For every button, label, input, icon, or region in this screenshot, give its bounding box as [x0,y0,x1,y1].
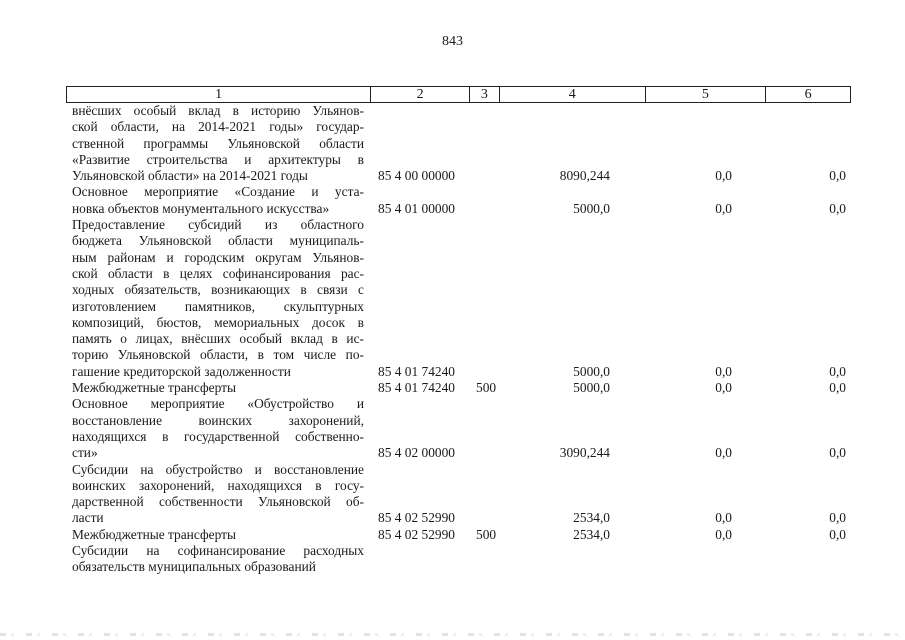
description-line: Основное мероприятие «Создание и уста- [72,184,364,200]
description-line: Субсидии на обустройство и восстановление [72,461,364,477]
row-description [72,184,364,217]
description-line: Субсидии на софинансирование расходных [72,543,364,559]
amount-col-4: 5000,0 [573,380,610,396]
amount-col-6: 0,0 [829,510,846,526]
row-description [72,380,364,396]
scan-artifact [0,633,905,636]
description-line: Предоставление субсидий из областного [72,217,364,233]
amount-col-4: 2534,0 [573,526,610,542]
table-header [66,86,851,103]
description-line: «Развитие строительства и архитектуры в [72,151,364,167]
header-col-5: 5 [646,87,767,102]
row-description [72,462,364,527]
description-line: внёсших особый вклад в историю Ульянов- [72,103,364,118]
amount-col-6: 0,0 [829,380,846,396]
amount-col-6: 0,0 [829,200,846,216]
table-row [0,380,905,396]
description-line: Ульяновской области» на 2014-2021 годы [72,168,308,184]
description-line: бюджета Ульяновской области муниципаль- [72,233,364,249]
row-description [72,103,364,184]
row-description [72,396,364,461]
amount-col-6: 0,0 [829,168,846,184]
description-line: Межбюджетные трансферты [72,380,236,396]
table-row [0,527,905,543]
description-line: находящихся в государственной собственно- [72,428,364,444]
row-description [72,543,364,576]
table-row [0,184,905,217]
description-line: ской области, на 2014-2021 годы» государ- [72,119,364,135]
row-description [72,217,364,380]
description-line: гашение кредиторской задолженности [72,363,291,379]
page-number: 843 [442,34,463,49]
amount-col-4: 5000,0 [573,363,610,379]
table-row [0,217,905,380]
header-col-2: 2 [371,87,470,102]
table-row [0,396,905,461]
description-line: обязательств муниципальных образований [72,559,316,575]
row-description [72,527,364,543]
budget-code: 85 4 01 00000 [378,200,455,216]
header-col-1: 1 [67,87,371,102]
description-line: торию Ульяновской области, в том числе по- [72,347,364,363]
amount-col-5: 0,0 [715,200,732,216]
budget-code: 85 4 01 74240 [378,380,455,396]
amount-col-5: 0,0 [715,380,732,396]
amount-col-6: 0,0 [829,363,846,379]
header-col-4: 4 [500,87,646,102]
description-line: ской области в целях софинансирования рас- [72,265,364,281]
description-line: воинских захоронений, находящихся в госу- [72,477,364,493]
amount-col-6: 0,0 [829,526,846,542]
description-line: изготовлением памятников, скульптурных [72,298,364,314]
expense-type: 500 [476,380,497,396]
amount-col-6: 0,0 [829,445,846,461]
amount-col-5: 0,0 [715,363,732,379]
description-line: ным районам и городским округам Ульянов- [72,249,364,265]
budget-code: 85 4 01 74240 [378,363,455,379]
description-line: дарственной собственности Ульяновской об- [72,494,364,510]
amount-col-5: 0,0 [715,168,732,184]
amount-col-4: 2534,0 [573,510,610,526]
description-line: сти» [72,445,98,461]
amount-col-4: 8090,244 [559,168,610,184]
budget-code: 85 4 02 52990 [378,510,455,526]
description-line: Основное мероприятие «Обустройство и [72,396,364,412]
amount-col-4: 5000,0 [573,200,610,216]
amount-col-4: 3090,244 [559,445,610,461]
amount-col-5: 0,0 [715,510,732,526]
budget-code: 85 4 02 52990 [378,526,455,542]
amount-col-5: 0,0 [715,445,732,461]
description-line: Межбюджетные трансферты [72,526,236,542]
header-col-3: 3 [470,87,500,102]
amount-col-5: 0,0 [715,526,732,542]
table-row [0,462,905,527]
description-line: память о лицах, внёсших особый вклад в ис- [72,331,364,347]
table-body [0,103,905,576]
budget-code: 85 4 00 00000 [378,168,455,184]
table-row [0,543,905,576]
description-line: восстановление воинских захоронений, [72,412,364,428]
description-line: ласти [72,510,104,526]
description-line: новка объектов монументального искусства» [72,200,330,216]
budget-code: 85 4 02 00000 [378,445,455,461]
table-row [0,103,905,184]
expense-type: 500 [476,526,497,542]
description-line: композиций, бюстов, мемориальных досок в [72,314,364,330]
description-line: ходных обязательств, возникающих в связи с [72,282,364,298]
description-line: ственной программы Ульяновской области [72,135,364,151]
header-col-6: 6 [804,87,812,102]
